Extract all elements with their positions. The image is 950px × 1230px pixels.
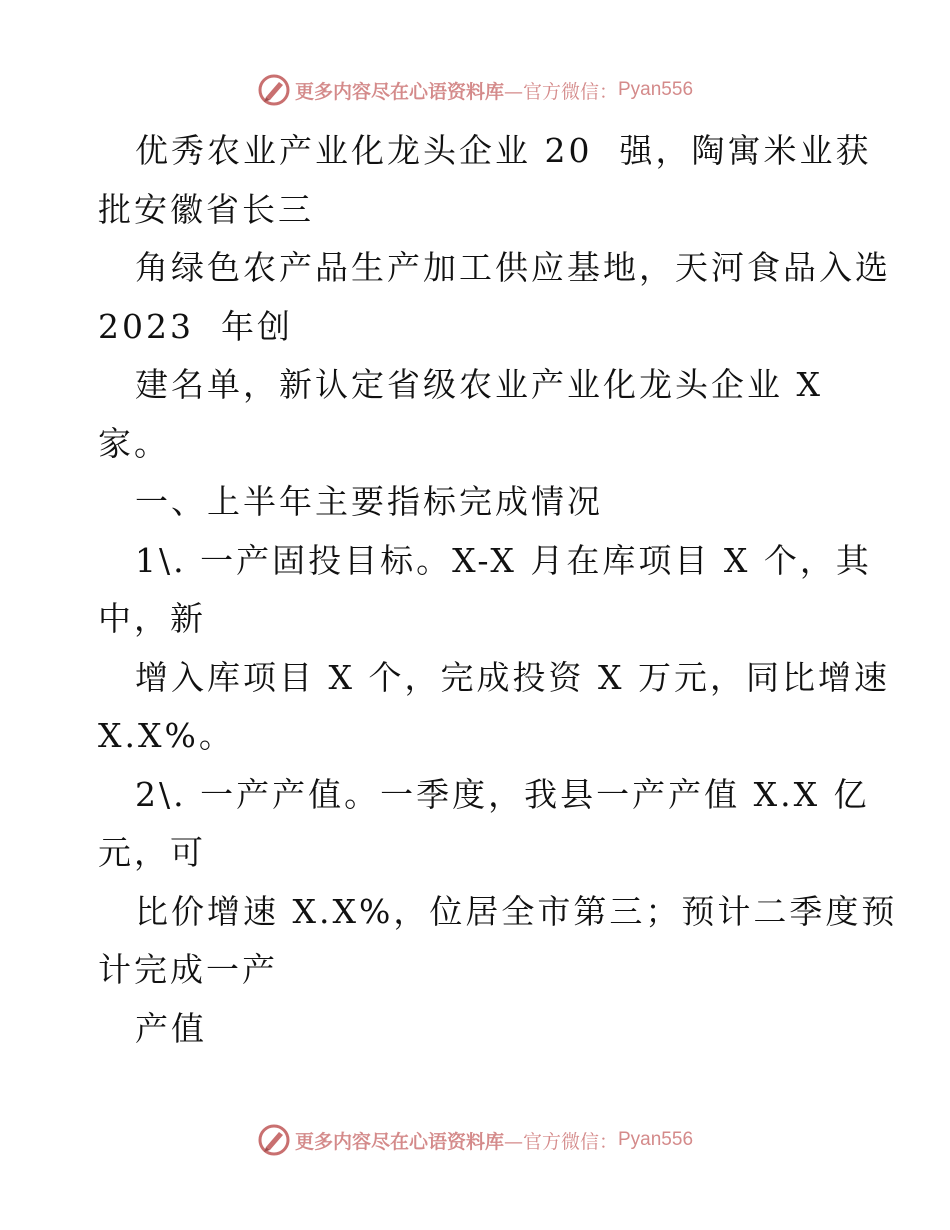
text-line: 家。 (98, 423, 170, 463)
header-watermark (0, 70, 950, 110)
text-line: 计完成一产 (98, 950, 278, 989)
text-line: 增入库项目 X 个，完成投资 X 万元，同比增速 (135, 657, 890, 697)
watermark-wechat-label: —官方微信： (503, 80, 618, 103)
text-line: 建名单，新认定省级农业产业化龙头企业 X (135, 365, 823, 404)
section-heading: 一、上半年主要指标完成情况 (135, 482, 603, 521)
text-line: 产值 (135, 1008, 207, 1048)
text-line: 角绿色农产品生产加工供应基地，天河食品入选 (135, 248, 891, 287)
text-line: 1\. 一产固投目标。X-X 月在库项目 X 个，其 (135, 540, 872, 580)
pen-logo-icon (257, 73, 291, 107)
watermark-wechat-id: Pyan556 (618, 79, 694, 100)
text-line: 比价增速 X.X%，位居全市第三；预计二季度预 (135, 891, 898, 931)
watermark-title: 更多内容尽在心语资料库 (294, 80, 504, 103)
text-line: 中，新 (98, 599, 206, 638)
watermark-wechat-id: Pyan556 (618, 1129, 694, 1150)
watermark-wechat-label: —官方微信： (503, 1130, 618, 1153)
text-line: 优秀农业产业化龙头企业 20 强，陶寓米业获 (135, 131, 872, 170)
text-line: X.X%。 (98, 716, 235, 755)
text-line: 2\. 一产产值。一季度，我县一产产值 X.X 亿 (135, 774, 870, 814)
footer-watermark (0, 1120, 950, 1160)
text-line: 批安徽省长三 (98, 189, 314, 229)
document-body (98, 122, 898, 1058)
text-line: 2023 年创 (98, 306, 293, 346)
watermark-title: 更多内容尽在心语资料库 (294, 1130, 504, 1153)
pen-logo-icon (257, 1123, 291, 1157)
text-line: 元，可 (98, 833, 206, 872)
